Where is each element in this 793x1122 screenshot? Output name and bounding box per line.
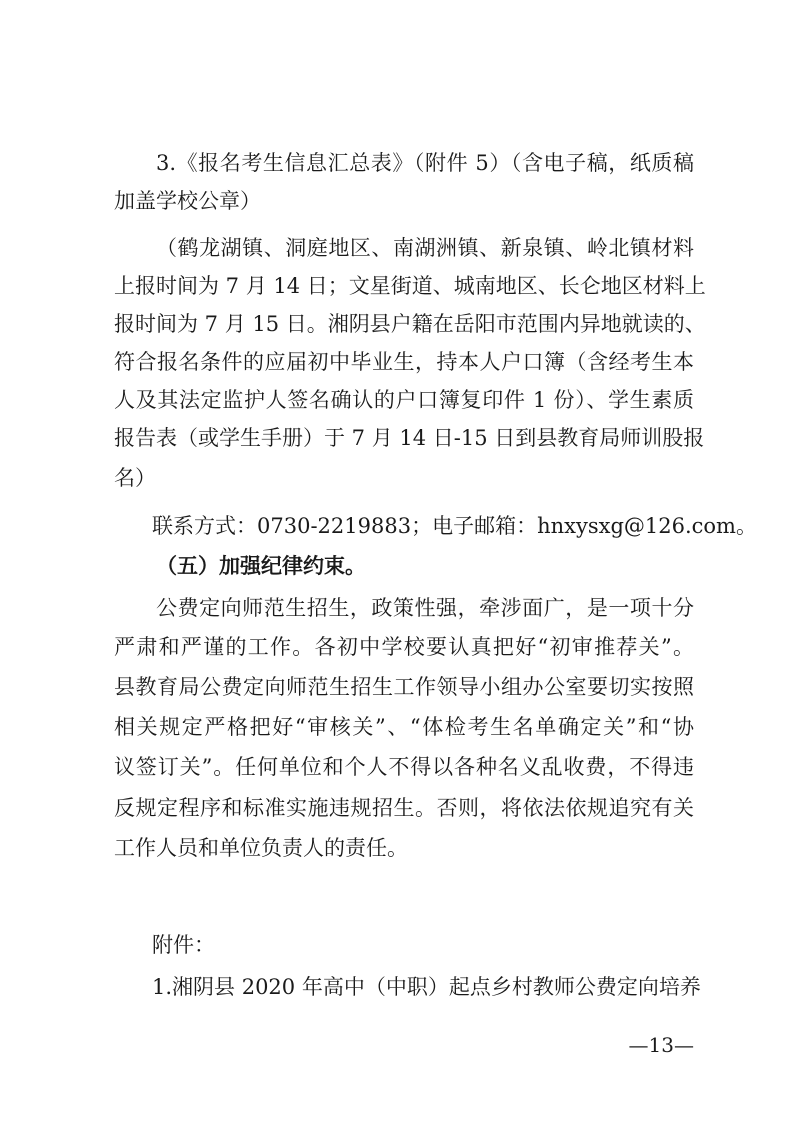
paragraph-schedule-line-7: 名）	[114, 466, 156, 490]
paragraph-discipline-line-4: 相关规定严格把好“审核关”、“体检考生名单确定关”和“协	[114, 715, 694, 739]
attachments-label: 附件：	[152, 933, 215, 957]
paragraph-schedule-line-1: （鹤龙湖镇、洞庭地区、南湖洲镇、新泉镇、岭北镇材料	[156, 236, 694, 260]
attachment-1: 1.湘阴县 2020 年高中（中职）起点乡村教师公费定向培养	[152, 975, 701, 999]
paragraph-item3-line-2: 加盖学校公章）	[114, 189, 261, 213]
paragraph-item3-line-1: 3.《报名考生信息汇总表》（附件 5）（含电子稿，纸质稿	[156, 151, 694, 175]
paragraph-discipline-line-1: 公费定向师范生招生，政策性强，牵涉面广，是一项十分	[156, 596, 694, 620]
paragraph-discipline-line-5: 议签订关”。任何单位和个人不得以各种名义乱收费，不得违	[114, 755, 694, 779]
paragraph-schedule-line-5: 人及其法定监护人签名确认的户口簿复印件 1 份）、学生素质	[114, 388, 694, 412]
contact-line: 联系方式：0730-2219883；电子邮箱：hnxysxg@126.com。	[152, 514, 757, 538]
paragraph-discipline-line-6: 反规定程序和标准实施违规招生。否则，将依法依规追究有关	[114, 796, 694, 820]
paragraph-schedule-line-6: 报告表（或学生手册）于 7 月 14 日-15 日到县教育局师训股报	[114, 426, 705, 450]
paragraph-schedule-line-3: 报时间为 7 月 15 日。湘阴县户籍在岳阳市范围内异地就读的、	[114, 312, 706, 336]
paragraph-schedule-line-2: 上报时间为 7 月 14 日；文星街道、城南地区、长仑地区材料上	[114, 274, 706, 298]
paragraph-discipline-line-7: 工作人员和单位负责人的责任。	[114, 836, 408, 860]
paragraph-discipline-line-3: 县教育局公费定向师范生招生工作领导小组办公室要切实按照	[114, 675, 694, 699]
section-heading: （五）加强纪律约束。	[156, 553, 366, 578]
paragraph-discipline-line-2: 严肃和严谨的工作。各初中学校要认真把好“初审推荐关”。	[114, 635, 694, 659]
paragraph-schedule-line-4: 符合报名条件的应届初中毕业生，持本人户口簿（含经考生本	[114, 350, 694, 374]
page-number: —13—	[628, 1033, 694, 1057]
